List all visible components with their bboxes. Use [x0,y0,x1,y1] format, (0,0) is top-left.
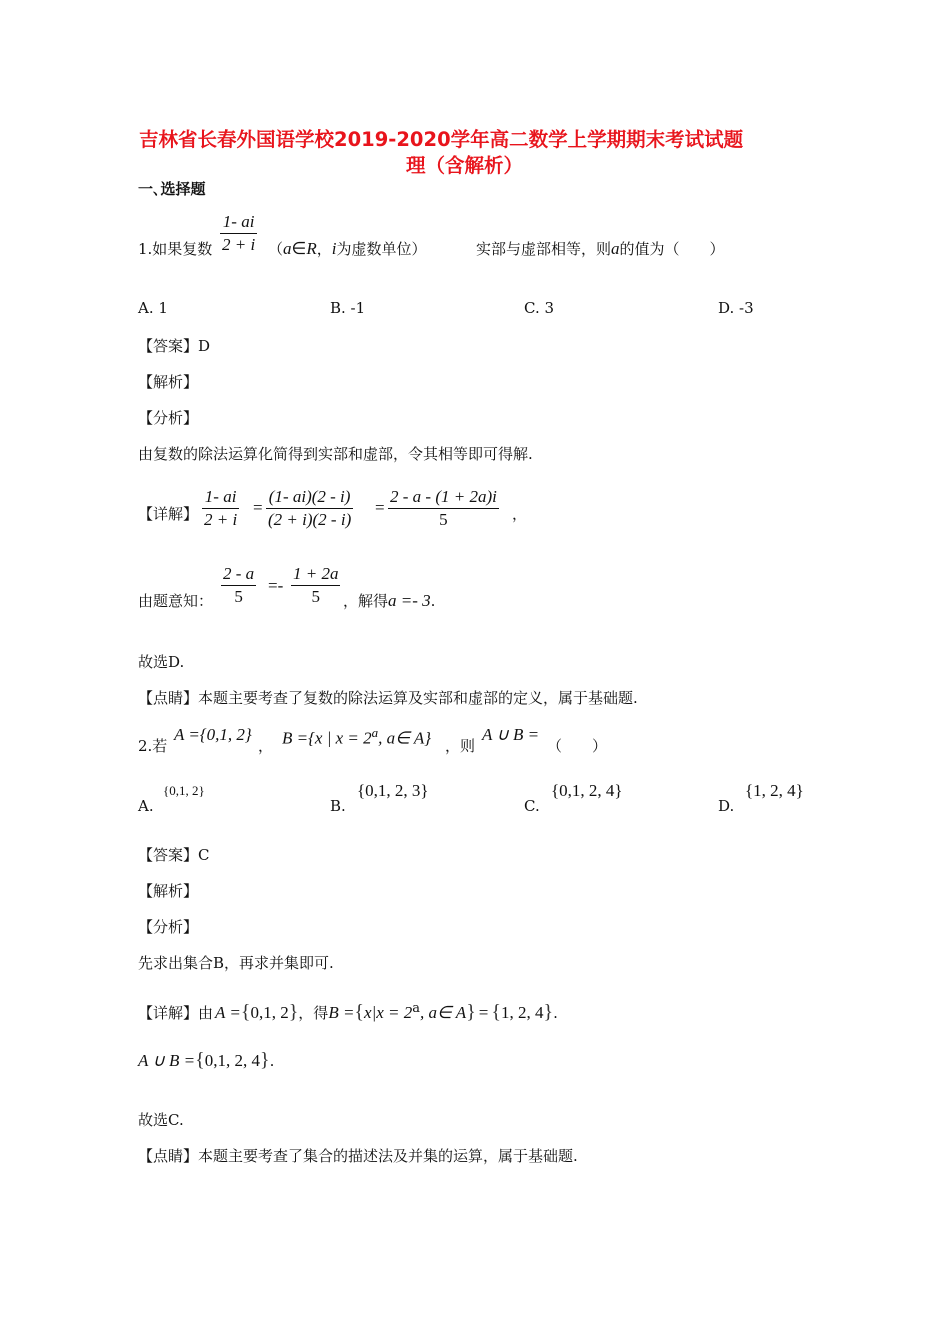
q2-option-c-label: C. [524,797,540,815]
q1-detail-frac3-den: 5 [439,510,448,529]
q1-cond-rest: 为虚数单位） [336,240,427,258]
q2-set-a: A ={0,1, 2} [174,725,252,744]
q2-prefix: 2.若 [138,737,168,755]
q2-set-b-rest: , a∈ A} [378,728,432,748]
q2-analysis: 先求出集合B，再求并集即可. [138,954,334,972]
q1-detail-eq1: = [253,498,263,517]
q1-answer: 【答案】D [138,337,211,355]
q2-set-b [282,725,431,749]
q2-answer: 【答案】C [138,846,210,864]
q1-detail-frac1 [202,486,239,531]
q1-prefix: 1.如果复数 [138,240,213,258]
q2-set-b-sup: a [371,725,379,740]
q2-detail-de: ，得 [298,1004,329,1022]
q2-set-b-pre: B ={x | x = 2 [282,728,372,748]
q2-detail-brace-open: { [240,1001,251,1023]
q2-option-b-label: B. [330,797,346,815]
q1-detail-frac1-num: 1- ai [202,486,239,509]
q2-detail-eq: = [478,1003,489,1022]
q1-fraction-denominator: 2 + i [222,235,256,254]
q2-union-val: 0,1, 2, 4 [204,1051,260,1070]
q1-detail-frac1-den: 2 + i [204,510,238,529]
q1-cond-frac1-den: 5 [234,587,243,606]
q1-detail-frac3-num: 2 - a - (1 + 2a)i [388,486,499,509]
q2-detail-brace-close: } [288,1001,299,1023]
q2-option-a-value: {0,1, 2} [163,783,205,798]
q2-detail-brace3-close: } [543,1001,554,1023]
q1-cond-open: （ [268,240,284,258]
q2-paren: （ ） [547,737,608,755]
q2-detail-brace2-close: } [466,1001,476,1023]
page-title-line2: 理（含解析） [406,154,524,177]
q1-cond-in: ∈ [291,239,307,258]
q1-detail-frac2-den: (2 + i)(2 - i) [268,510,352,529]
q2-option-b-value: {0,1, 2, 3} [357,781,429,800]
q2-detail-b-val: 1, 2, 4 [501,1003,544,1022]
q2-union-brace-open: { [195,1049,205,1071]
q2-comment: 【点睛】本题主要考查了集合的描述法及并集的运算，属于基础题. [138,1147,578,1165]
q1-comment: 【点睛】本题主要考查了复数的除法运算及实部和虚部的定义，属于基础题. [138,689,638,707]
q2-union-brace-close: } [260,1049,270,1071]
q1-stem-end: 的值为（ ） [619,240,725,258]
q1-jiexi: 【解析】 [138,373,199,391]
q1-cond-eqneg: =- [268,576,284,595]
q1-detail-comma: ， [512,505,528,523]
q1-cond-frac2-num: 1 + 2a [291,563,340,586]
q1-detail-frac2-num: (1- ai)(2 - i) [266,486,353,509]
q2-detail-label: 【详解】由 [138,1004,214,1022]
q2-choose: 故选C. [138,1111,184,1129]
q2-detail-a-set: 0,1, 2 [250,1003,289,1022]
q1-detail-label: 【详解】 [138,505,199,523]
q1-stem-a: a [611,239,620,258]
q2-detail-b-sup: a [412,1001,421,1016]
q2-option-d-label: D. [718,797,735,815]
q1-fraction-numerator: 1- ai [220,211,257,234]
q2-detail-b: B = [328,1003,355,1022]
q1-solve [343,590,435,611]
q1-option-c: C. 3 [524,299,555,317]
q1-option-d: D. -3 [718,299,754,317]
section-heading: 一､选择题 [138,180,206,198]
q1-condition [268,238,426,259]
q1-cond-label: 由题意知： [138,592,214,610]
q1-fenxi: 【分析】 [138,409,199,427]
q1-detail-frac3 [388,486,499,531]
q1-fraction [220,211,257,256]
q2-comma2: ，则 [445,737,476,755]
q2-detail-b-post: , a∈ A [420,1003,467,1022]
q1-solve-end: . [430,592,436,610]
q2-option-c-value: {0,1, 2, 4} [551,781,623,800]
q2-comma1: ， [258,737,274,755]
q2-detail-brace2-open: { [354,1001,365,1023]
q2-detail [138,1001,558,1024]
q1-option-a: A. 1 [138,299,168,317]
q1-cond-frac1-num: 2 - a [221,563,256,586]
q2-jiexi: 【解析】 [138,882,199,900]
q1-choose: 故选D. [138,653,185,671]
page-title-line1: 吉林省长春外国语学校2019-2020学年高二数学上学期期末考试试题 [139,128,744,151]
q2-union: A ∪ B = [482,725,540,744]
q1-cond-R: R [306,239,317,258]
q1-analysis: 由复数的除法运算化简得到实部和虚部，令其相等即可得解. [138,445,533,463]
q2-detail-end: . [553,1004,558,1022]
q1-cond-comma: ， [316,240,332,258]
q2-union-lhs: A ∪ B = [138,1051,196,1070]
q1-cond-a: a [283,239,292,258]
q1-stem [476,238,725,259]
q1-cond-frac1 [221,563,256,608]
q2-union-end: . [269,1052,275,1070]
q1-solve-expr: a =- 3 [388,591,431,610]
q2-union-line [138,1049,274,1072]
q1-stem-rest: 实部与虚部相等，则 [476,240,612,258]
q1-solve-text: ，解得 [343,592,389,610]
q2-option-d-value: {1, 2, 4} [745,781,804,800]
q1-cond-i: i [331,239,337,258]
q1-option-b: B. -1 [330,299,366,317]
q1-detail-eq2: = [375,498,385,517]
q1-detail-frac2 [266,486,353,531]
q2-fenxi: 【分析】 [138,918,199,936]
q2-detail-b-pre: x|x = 2 [364,1003,413,1022]
q2-detail-a: A = [215,1003,241,1022]
q2-option-a-label: A. [138,797,154,815]
q1-cond-frac2-den: 5 [311,587,320,606]
q1-cond-frac2 [291,563,340,608]
q2-detail-brace3-open: { [491,1001,501,1023]
